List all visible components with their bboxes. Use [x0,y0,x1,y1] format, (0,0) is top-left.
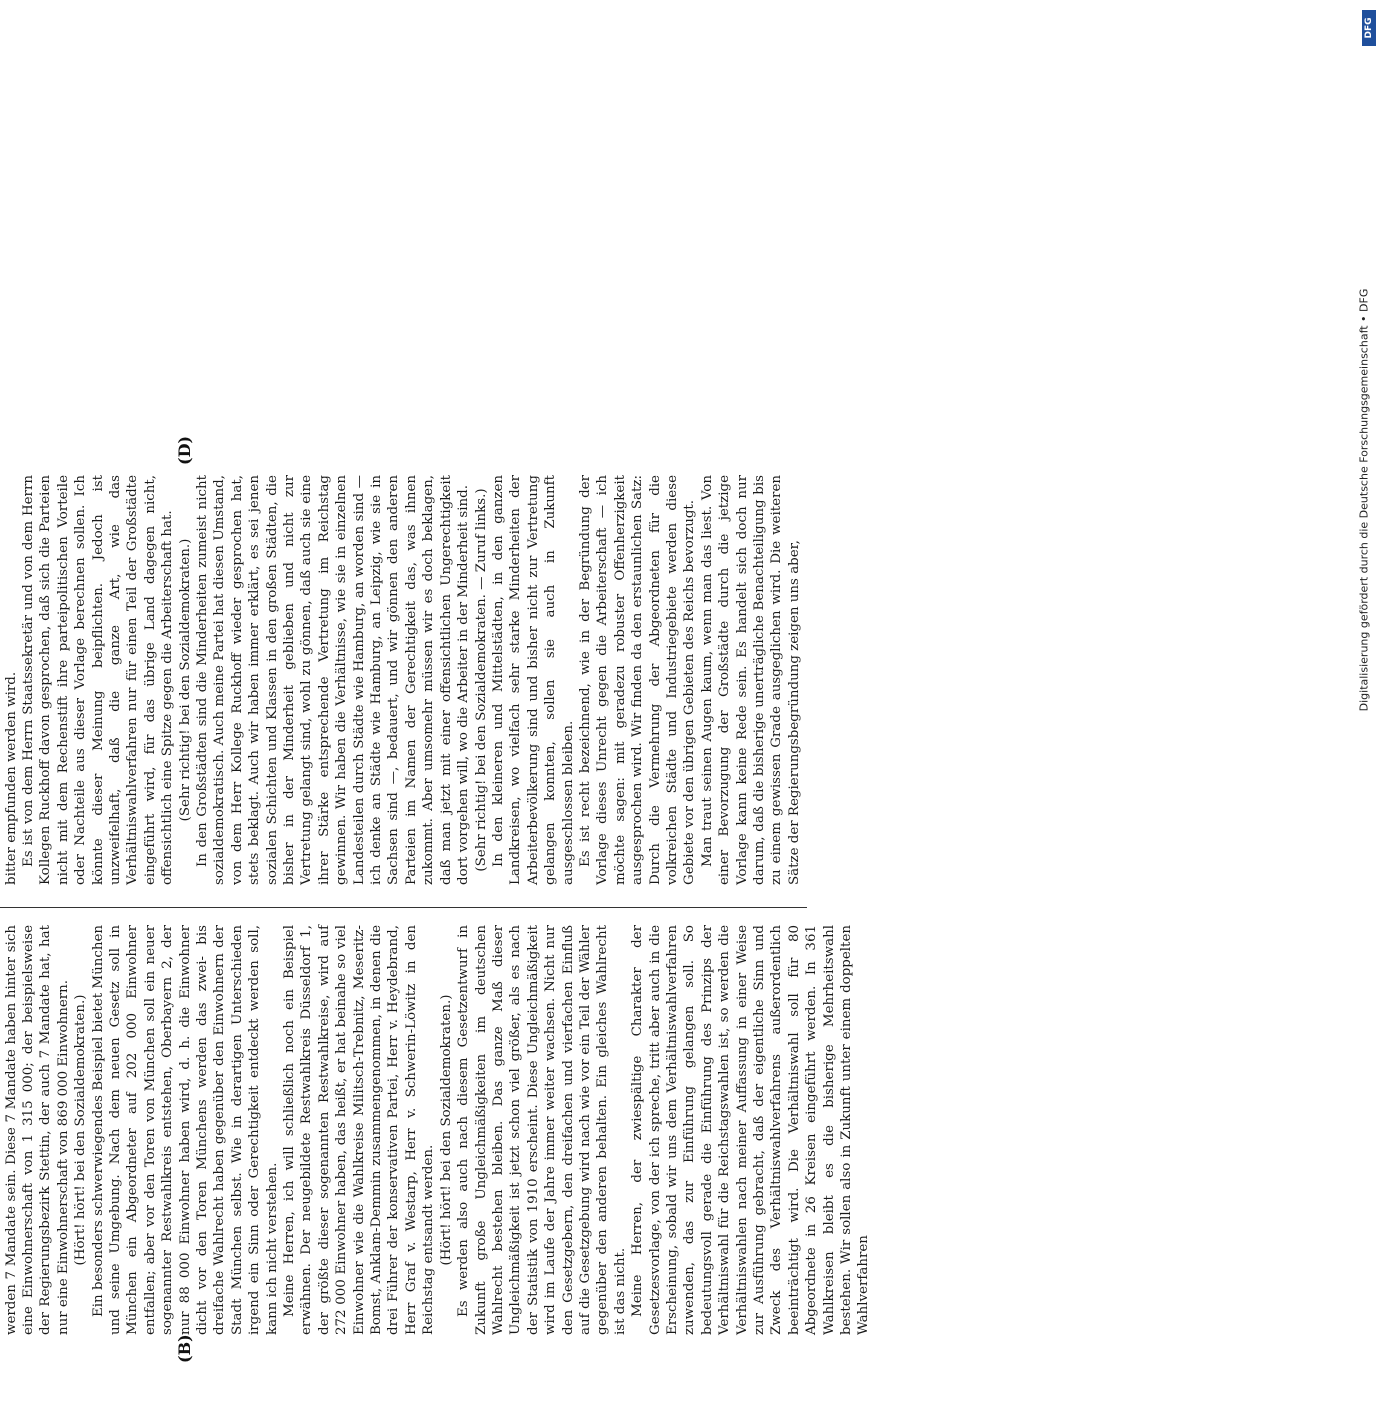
dfg-logo-text: DFG [1364,17,1374,39]
interjection: (Hört! hört! bei den Sozialdemokraten.) [438,994,454,1266]
interjection: (Sehr richtig! bei den Sozialdemokraten. — Zuruf links.) [473,488,489,872]
credit-text: Digitalisierung gefördert durch die Deutsche Forschungsgemeinschaft • DFG [1357,288,1371,712]
paragraph: werden 7 Mandate sein. Diese 7 Mandate haben hinter sich eine Einwohnerschaft von 1 315 000; der beispielsweise der Regierungsbezirk Stettin, der auch 7 Mandate hat, hat nur eine Einwohnerschaft von 869 000 Einwohnern. [3,925,71,1335]
paragraph: Ein besonders schwerwiegendes Beispiel bietet München und seine Umgebung. Nach dem neuen Gesetz soll in München ein Abgeordneter auf 202 000 Einwohner entfallen; aber vor den Toren von München soll ein neuer sogenannter Restwahlkreis entstehen, Oberbayern 2, der nur 88 000 Einwohner haben wird, d. h. die Einwohner dicht vor den Toren Münchens werden das zwei- bis dreifache Wahlrecht haben gegenüber den Einwohnern der Stadt München selbst. Wie in derartigen Unterschieden irgend ein Sinn oder Gerechtigkeit entdeckt werden soll, kann ich nicht verstehen. [90,925,280,1335]
dfg-logo [1362,10,1376,46]
paragraph: Es werden also auch nach diesem Gesetzentwurf in Zukunft große Ungleichmäßigkeiten im deutschen Wahlrecht bestehen bleiben. Das ganze Maß dieser Ungleichmäßigkeit ist jetzt schon viel größer, als es nach der Statistik von 1910 erscheint. Diese Ungleichmäßigkeit wird im Laufe der Jahre immer weiter wachsen. Nicht nur den Gesetzgebern, den dreifachen und vierfachen Einfluß auf die Gesetzgebung wird nach wie vor ein Teil der Wähler gegenüber den anderen behalten. Ein gleiches Wahlrecht ist das nicht. [456,925,628,1335]
paragraph: In den kleineren und Mittelstädten, in den ganzen Landkreisen, wo vielfach sehr starke Minderheiten der Arbeiterbevölkerung sind und bisher nicht zur Vertretung gelangen konnten, sollen sie auch in Zukunft ausgeschlossen bleiben. [490,475,576,885]
interjection: (Hört! hört! bei den Sozialdemokraten.) [73,994,89,1266]
newspaper-page [0,405,925,1405]
paragraph: Es ist recht bezeichnend, wie in der Begründung der Vorlage dieses Unrecht gegen die Arbeiterschaft — ich möchte sagen: mit geradezu robuster Offenherzigkeit ausgesprochen wird. Wir finden da den erstaunlichen Satz: Durch die Vermehrung der Abgeordneten für die volkreichen Städte und Industriegebiete werden diese Gebiete vor den übrigen Gebieten des Reichs bevorzugt. [577,475,698,885]
interjection: (Sehr richtig! bei den Sozialdemokraten.) [177,538,193,822]
credit-strip [1350,10,1378,990]
text-column-right [0,475,807,885]
paragraph: bitter empfunden werden wird. [3,671,19,885]
margin-mark-b: (B) [175,1334,194,1363]
paragraph: Meine Herren, ich will schließlich noch ein Beispiel erwähnen. Der neugebildete Restwahlkreis Düsseldorf 1, der größte dieser sogenannten Restwahlkreise, wird auf 272 000 Einwohner haben, das heißt, er hat beinahe so viel Einwohner wie die Wahlkreise Militsch-Trebnitz, Meseritz-Bomst, Anklam-Demmin zusammengenommen, in denen die drei Führer der konservativen Partei, Herr v. Heydebrand, Herr Graf v. Westarp, Herr v. Schwerin-Löwitz in den Reichstag entsandt werden. [282,925,437,1335]
text-column-left [0,925,872,1335]
margin-mark-d: (D) [175,435,194,465]
column-divider [0,907,807,908]
paragraph: Es ist von dem Herrn Staatssekretär und von dem Herrn Kollegen Ruckhoff davon gesprochen, daß sich die Parteien nicht mit dem Rechenstift ihre parteipolitischen Vorteile oder Nachteile aus dieser Vorlage berechnen sollen. Ich könnte dieser Meinung beipflichten. Jedoch ist unzweifelhaft, daß die ganze Art, wie das Verhältniswahlverfahren nur für einen Teil der Großstädte eingeführt wird, für das übrige Land dagegen nicht, offensichtlich eine Spitze gegen die Arbeiterschaft hat. [20,475,176,885]
paragraph: In den Großstädten sind die Minderheiten zumeist nicht sozialdemokratisch. Auch meine Partei hat diesen Umstand, von dem Herr Kollege Ruckhoff wieder gesprochen hat, stets beklagt. Auch wir haben immer erklärt, es sei jenen sozialen Schichten und Klassen in den großen Städten, die bisher in der Minderheit geblieben und nicht zur Vertretung gelangt sind, wohl zu gönnen, daß auch sie eine ihrer Stärke entsprechende Vertretung im Reichstag gewinnen. Wir haben die Verhältnisse, wie sie in einzelnen Landesteilen durch Städte wie Hamburg, an worden sind — ich denke an Städte wie Hamburg, an Leipzig, wie sie in Sachsen sind —, bedauert, und wir gönnen den anderen Parteien im Namen der Gerechtigkeit das, was ihnen zukommt. Aber umsomehr müssen wir es doch beklagen, daß man jetzt mit einer offensichtlichen Ungerechtigkeit dort vorgehen will, wo die Arbeiter in der Minderheit sind. [195,475,472,885]
paragraph: Meine Herren, der zwiespältige Charakter der Gesetzesvorlage, von der ich spreche, tritt aber auch in die Erscheinung, sobald wir uns dem Verhältniswahlverfahren zuwenden, das zur Einführung gelangen soll. So bedeutungsvoll gerade die Einführung des Prinzips der Verhältniswahl für die Reichstagswahlen ist, so werden die Verhältniswahlen nach meiner Auffassung in einer Weise zur Ausführung gebracht, daß der eigentliche Sinn und Zweck des Verhältniswahlverfahrens außerordentlich beeinträchtigt wird. Die Verhältniswahl soll für 80 Abgeordnete in 26 Kreisen eingeführt werden. In 361 Wahlkreisen bleibt es die bisherige Mehrheitswahl bestehen. Wir sollen also in Zukunft unter einem doppelten Wahlverfahren [630,925,872,1335]
paragraph: Man traut seinen Augen kaum, wenn man das liest. Von einer Bevorzugung der Großstädte durch die jetzige Vorlage kann keine Rede sein. Es handelt sich doch nur darum, daß die bisherige unerträgliche Benachteiligung bis zu einem gewissen Grade ausgeglichen wird. Die weiteren Sätze der Regierungsbegründung zeigen uns aber, [699,475,802,885]
